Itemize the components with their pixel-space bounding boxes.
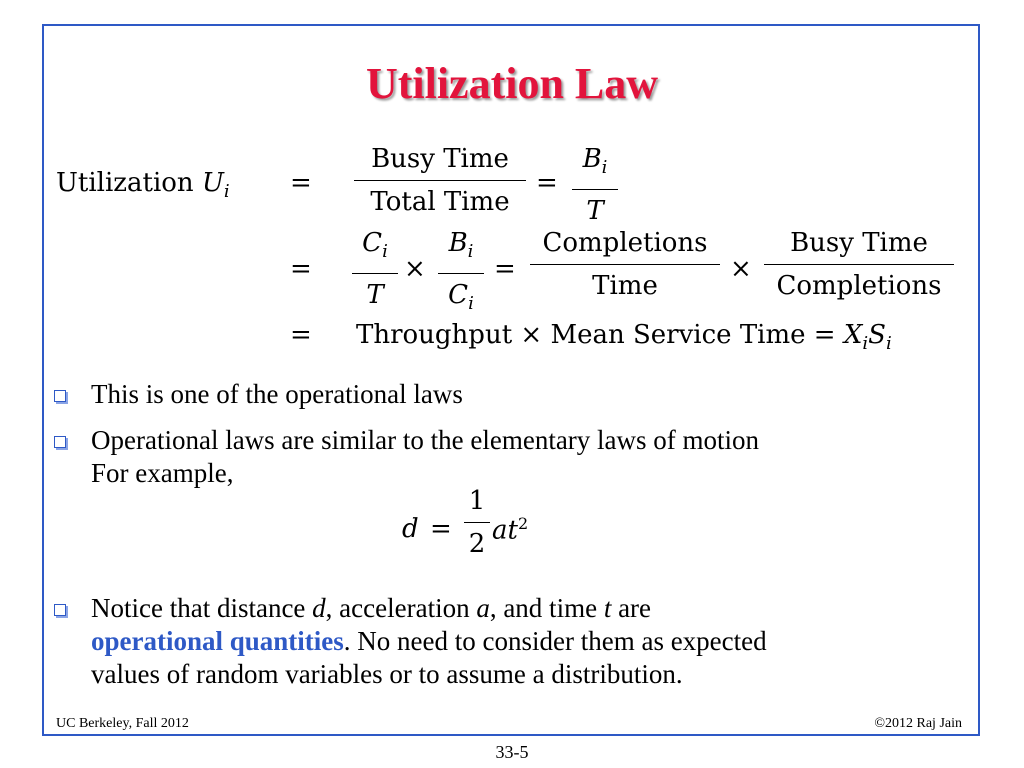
fraction-b-t: $B_i$ T [572,144,618,226]
motion-d: d [402,514,419,544]
utilization-label: Utilization $U_i$ [56,168,230,203]
equals-sign: = [536,168,558,198]
page-number: 33-5 [495,742,529,762]
bullet-text-3: Notice that distance d, acceleration a, and time t are operational quantities. No need to consider them as expected values of random variables or to assume a distribution. [91,593,767,689]
fraction-b-c: $B_i$ $C_i$ [438,228,484,319]
bullet-text-1: This is one of the operational laws [91,379,463,409]
bullet-text-2: Operational laws are similar to the elementary laws of motion For example, [91,425,760,488]
slide-title: Utilization Law [365,59,659,108]
fraction-busy-total: Busy Time Total Time [354,144,526,217]
equals-sign: = [290,254,312,284]
fraction-completions-time: Completions Time [530,228,720,301]
times-sign: × [730,254,752,284]
highlight-operational-quantities: operational quantities [91,626,344,656]
fraction-one-half: 1 2 [464,486,490,559]
bullet-marker [54,390,66,402]
bullet-marker [54,604,66,616]
equals-sign: = [494,254,516,284]
equals-sign: = [290,168,312,198]
fraction-c-t: $C_i$ T [352,228,398,310]
fraction-busy-completions: Busy Time Completions [764,228,954,301]
bullet-marker [54,436,66,448]
equals-sign: = [430,514,452,544]
equals-sign: = [290,320,312,350]
footer-left: UC Berkeley, Fall 2012 [56,716,189,731]
motion-at-squared: $at^2$ [492,514,529,546]
footer-right: ©2012 Raj Jain [874,716,962,731]
throughput-expression: Throughput × Mean Service Time = $X_iS_i$ [356,320,892,355]
times-sign: × [404,254,426,284]
